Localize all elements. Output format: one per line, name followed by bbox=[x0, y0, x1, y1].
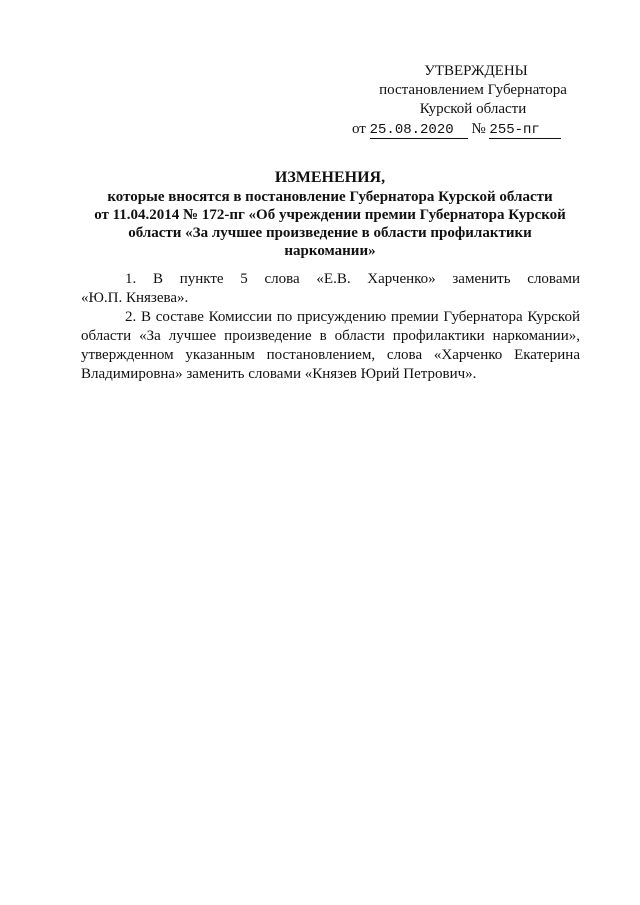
heading-line-3: области «За лучшее произведение в области профилактики bbox=[128, 225, 532, 241]
heading-line-1: которые вносятся в постановление Губернатора Курской области bbox=[107, 189, 553, 205]
heading-line-2: от 11.04.2014 № 172-пг «Об учреждении премии Губернатора Курской bbox=[94, 207, 566, 223]
approval-number: 255-пг bbox=[489, 123, 561, 139]
approval-stamp bbox=[352, 62, 582, 139]
date-prefix: от bbox=[352, 121, 366, 137]
approval-date: 25.08.2020 bbox=[370, 123, 468, 139]
item-1-first-line: 1. В пункте 5 слова «Е.В. Харченко» заменить словами bbox=[125, 271, 580, 287]
number-prefix: № bbox=[471, 121, 486, 137]
item-1-rest: «Ю.П. Князева». bbox=[81, 290, 189, 306]
approval-line-2: Курской области bbox=[419, 101, 527, 117]
approval-line-1: постановлением Губернатора bbox=[379, 82, 567, 98]
document-body bbox=[81, 270, 580, 384]
item-1 bbox=[81, 270, 580, 308]
heading-title: ИЗМЕНЕНИЯ, bbox=[274, 169, 386, 186]
approval-date-row bbox=[352, 120, 582, 139]
item-2: 2. В составе Комиссии по присуждению премии Губернатора Курской области «За лучшее произведение в области профилактики наркомании», утвержденном указанным постановлением, слова «Харченко Екатерина Владимировна» заменить словами «Князев Юрий Петрович». bbox=[81, 309, 580, 382]
document-heading bbox=[80, 169, 580, 260]
approval-title: УТВЕРЖДЕНЫ bbox=[424, 63, 528, 79]
heading-line-4: наркомании» bbox=[284, 243, 376, 259]
